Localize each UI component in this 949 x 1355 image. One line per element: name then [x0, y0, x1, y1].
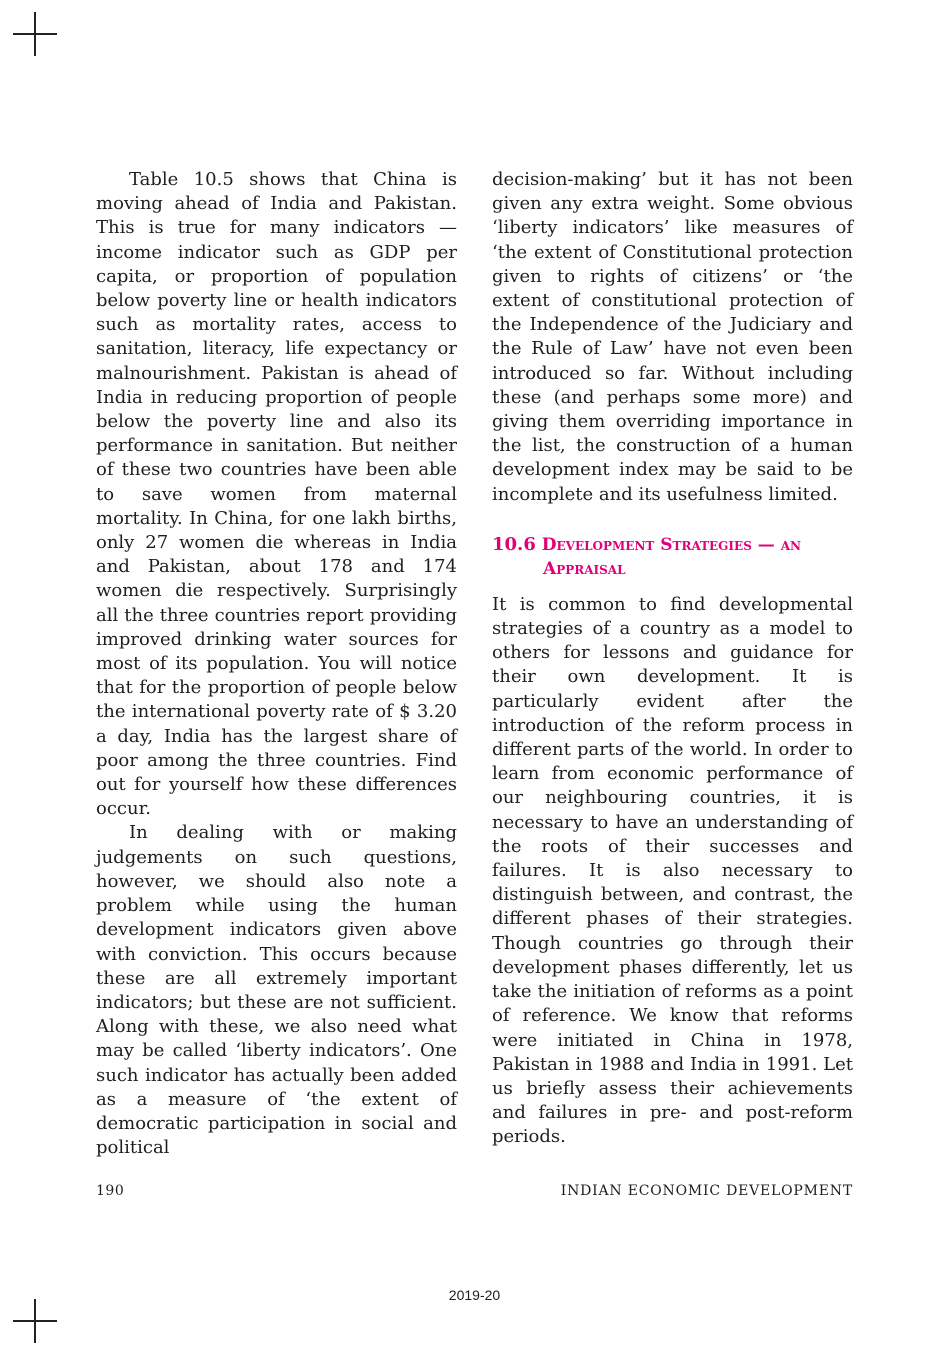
section-heading	[492, 533, 853, 581]
section-title-line1: Development Strategies — an	[541, 534, 801, 555]
crop-mark-top-left	[13, 12, 57, 56]
body-paragraph: Table 10.5 shows that China is moving ahead of India and Pakistan. This is true for many indicators — income indicator such as GDP per capita, or proportion of population below poverty line or health indicators such as mortality rates, access to sanitation, literacy, life expectancy or malnourishment. Pakistan is ahead of India in reducing proportion of people below the poverty line and also its performance in sanitation. But neither of these two countries have been able to save women from maternal mortality. In China, for one lakh births, only 27 women die whereas in India and Pakistan, about 178 and 174 women die respectively. Surprisingly all the three countries report providing improved drinking water sources for most of its population. You will notice that for the proportion of people below the international poverty rate of $ 3.20 a day, India has the largest share of poor among the three countries. Find out for yourself how these differences occur.	[96, 169, 457, 820]
running-footer-title: INDIAN ECONOMIC DEVELOPMENT	[560, 1183, 853, 1199]
body-paragraph: decision-making’ but it has not been given any extra weight. Some obvious ‘liberty indicators’ like measures of ‘the extent of Constitutional protection given to rights of citizens’ or ‘the extent of constitutional protection of the Independence of the Judiciary and the Rule of Law’ have not even been introduced so far. Without including these (and perhaps some more) and giving them overriding importance in the list, the construction of a human development index may be said to be incomplete and its usefulness limited.	[492, 169, 853, 505]
crop-mark-bottom-left	[13, 1299, 57, 1343]
section-title-line2: Appraisal	[543, 558, 626, 579]
right-column	[492, 168, 853, 1150]
body-paragraph: It is common to find developmental strategies of a country as a model to others for lessons and guidance for their own development. It is particularly evident after the introduction of the reform process in different parts of the world. In order to learn from economic performance of our neighbouring countries, it is necessary to have an understanding of the roots of their successes and failures. It is also necessary to distinguish between, and contrast, the different phases of their strategies. Though countries go through their development phases differently, let us take the initiation of reforms as a point of reference. We know that reforms were initiated in China in 1978, Pakistan in 1988 and India in 1991. Let us briefly assess their achievements and failures in pre- and post-reform periods.	[492, 593, 853, 1148]
year-label: 2019-20	[448, 1287, 501, 1303]
left-column	[96, 168, 457, 1160]
section-number: 10.6	[492, 533, 536, 555]
page-number: 190	[96, 1183, 125, 1199]
body-paragraph: In dealing with or making judgements on such questions, however, we should also note a problem while using the human development indicators given above with conviction. This occurs because these are all extremely important indicators; but these are not sufficient. Along with these, we also need what may be called ‘liberty indicators’. One such indicator has actually been added as a measure of ‘the extent of democratic participation in social and political	[96, 822, 457, 1159]
